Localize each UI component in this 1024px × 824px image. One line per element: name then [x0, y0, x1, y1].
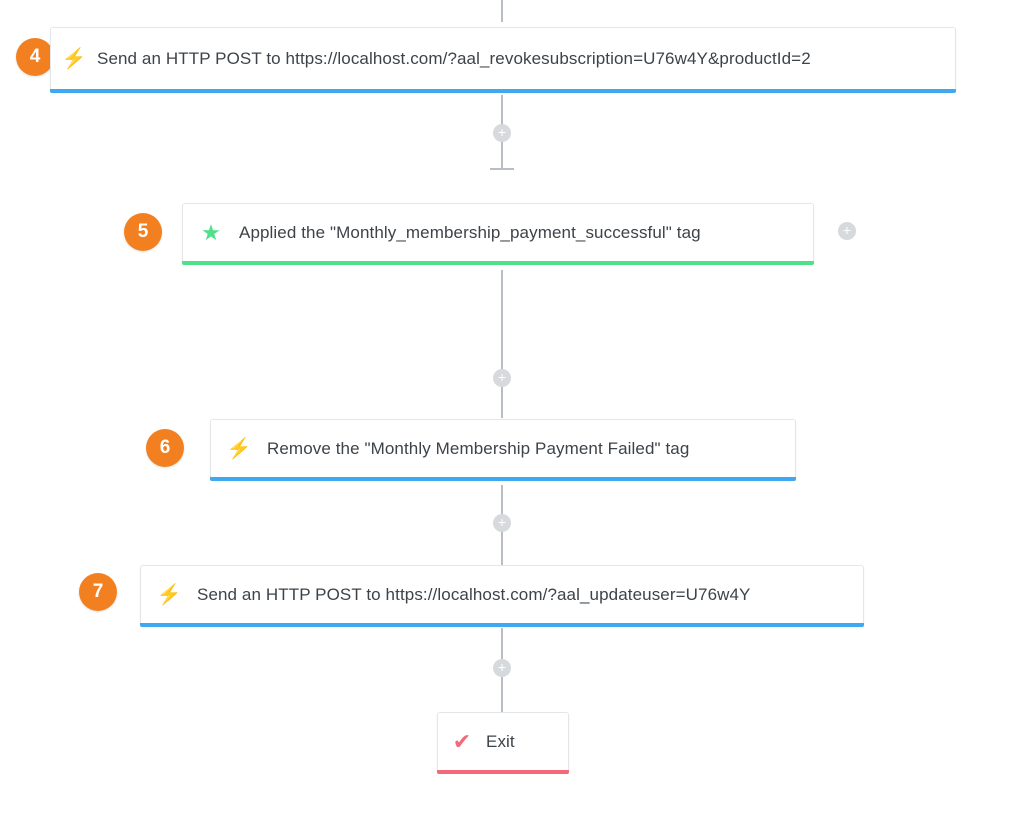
star-icon: ★ [201, 220, 221, 245]
lightning-bolt-icon: ⚡ [226, 438, 252, 460]
step-card-label: Send an HTTP POST to https://localhost.com/?aal_updateuser=U76w4Y [197, 585, 751, 604]
add-step-handle[interactable]: + [493, 659, 511, 677]
step-card-label: Exit [486, 732, 515, 751]
card-accent-underline [50, 89, 956, 93]
step-card-label: Applied the "Monthly_membership_payment_successful" tag [239, 223, 701, 242]
step-card-4[interactable] [50, 27, 956, 91]
step-card-6[interactable] [210, 419, 796, 479]
add-step-handle-branch[interactable]: + [838, 222, 856, 240]
step-number-badge-4: 4 [16, 38, 54, 76]
card-accent-underline [437, 770, 569, 774]
card-accent-underline [140, 623, 864, 627]
add-step-handle[interactable]: + [493, 124, 511, 142]
connector-stub-cap [490, 168, 514, 170]
connector-line-step5-to-step6 [501, 270, 503, 418]
step-card-label: Send an HTTP POST to https://localhost.com/?aal_revokesubscription=U76w4Y&productId=2 [97, 49, 811, 68]
lightning-bolt-icon: ⚡ [156, 584, 182, 606]
step-number-badge-6: 6 [146, 429, 184, 467]
step-card-7[interactable] [140, 565, 864, 625]
checkmark-icon: ✔ [452, 729, 472, 754]
step-card-label: Remove the "Monthly Membership Payment Failed" tag [267, 439, 690, 458]
step-number-badge-5: 5 [124, 213, 162, 251]
step-number-badge-7: 7 [79, 573, 117, 611]
add-step-handle[interactable]: + [493, 369, 511, 387]
card-accent-underline [182, 261, 814, 265]
lightning-bolt-icon: ⚡ [61, 48, 87, 70]
step-card-5[interactable] [182, 203, 814, 263]
step-card-exit[interactable] [437, 712, 569, 772]
connector-line-top [501, 0, 503, 22]
card-accent-underline [210, 477, 796, 481]
add-step-handle[interactable]: + [493, 514, 511, 532]
